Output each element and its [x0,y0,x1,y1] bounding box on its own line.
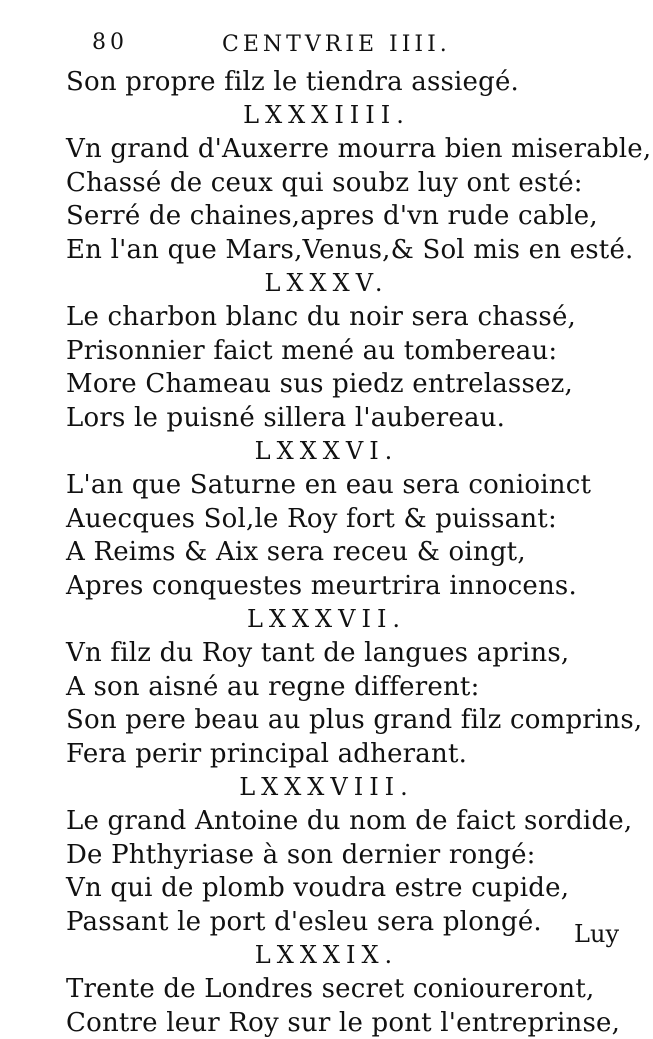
verse-line: L'an que Saturne en eau sera conioinct [66,470,592,501]
verse-line: Lors le puisné sillera l'aubereau. [66,403,506,433]
verse-line: Prisonnier faict mené au tombereau: [66,335,558,366]
verse-line: Fera perir principal adherant. [66,739,468,769]
quatrain-number: LXXXV. [264,268,389,297]
verse-line: A Reims & Aix sera receu & oingt, [66,537,526,568]
verse-line: Le charbon blanc du noir sera chassé, [66,302,577,333]
verse-line: Serré de chaines,apres d'vn rude cable, [66,201,598,232]
verse-line: Auecques Sol,le Roy fort & puissant: [66,503,557,534]
verse-line: More Chameau sus piedz entrelassez, [66,369,573,400]
page-header [92,30,492,64]
running-title: CENTVRIE IIII. [222,32,451,57]
verse-line: Chassé de ceux qui soubz luy ont esté: [66,167,583,198]
verse-line: De Phthyriase à son dernier rongé: [66,839,536,870]
verse-line: Son propre filz le tiendra assiegé. [66,67,520,97]
quatrain-number: LXXXVI. [254,436,399,465]
verse-line: A son aisné au regne different: [66,671,480,702]
verse-line: Trente de Londres secret conioureront, [66,974,595,1005]
catchword: Luy [574,920,619,948]
page-number: 80 [92,30,128,55]
quatrain-number: LXXXIIII. [243,100,410,129]
verse-line: Vn grand d'Auxerre mourra bien miserable, [66,134,652,165]
verse-line: Vn qui de plomb voudra estre cupide, [66,873,570,904]
verse-line: Le grand Antoine du nom de faict sordide, [66,806,633,837]
quatrain-number: LXXXVIII. [239,772,414,801]
quatrain-number: LXXXIX. [254,940,399,969]
verse-line: Contre leur Roy sur le pont l'entreprinse, [66,1007,621,1038]
verse-line: En l'an que Mars,Venus,& Sol mis en esté. [66,235,634,265]
quatrain-number: LXXXVII. [246,604,407,633]
verse-line: Vn filz du Roy tant de langues aprins, [66,638,570,669]
verse-line: Apres conquestes meurtrira innocens. [66,571,577,601]
verse-line: Son pere beau au plus grand filz comprins, [66,705,643,736]
verse-line: Passant le port d'esleu sera plongé. [66,907,542,937]
